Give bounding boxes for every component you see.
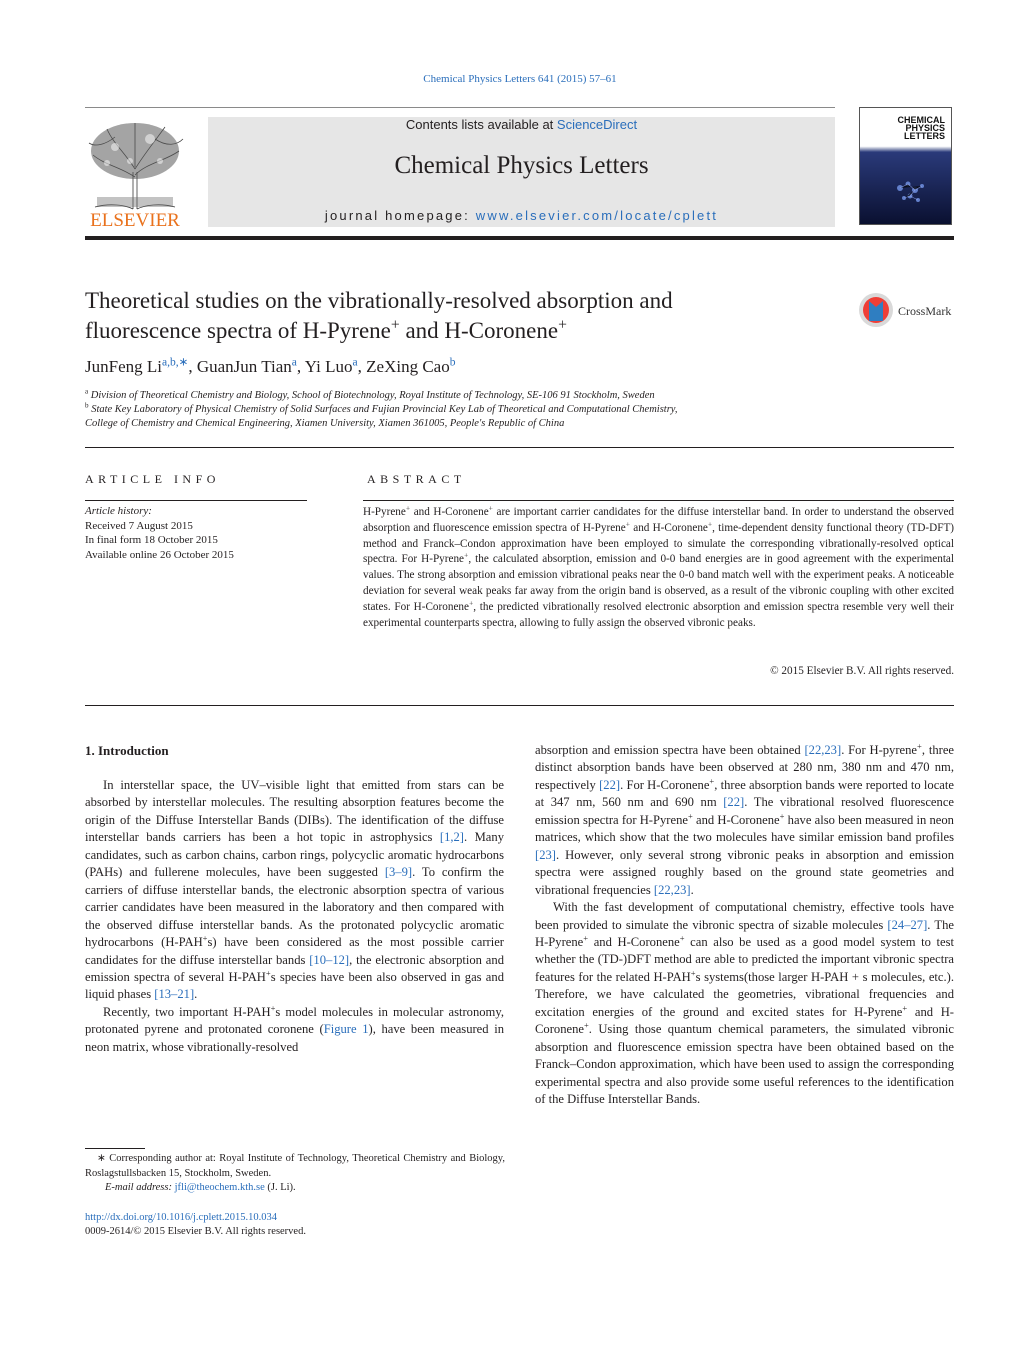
paragraph: Recently, two important H-PAH+s model molecules in molecular astronomy, protonated pyrene and protonated coronene (Figure 1), have been measured in neon matrix, whose vibrationally-resolved bbox=[85, 1002, 504, 1054]
abstract-copyright: © 2015 Elsevier B.V. All rights reserved. bbox=[770, 665, 954, 677]
crossmark-icon bbox=[858, 291, 898, 331]
abstract-heading: ABSTRACT bbox=[367, 472, 466, 486]
footnote-rule bbox=[85, 1148, 145, 1149]
citation-link[interactable]: [22,23] bbox=[804, 743, 842, 757]
author-name[interactable]: ZeXing Cao bbox=[366, 357, 450, 376]
contents-line: Contents lists available at ScienceDirect bbox=[405, 117, 638, 132]
homepage-link[interactable]: www.elsevier.com/locate/cplett bbox=[475, 208, 719, 223]
citation-link[interactable]: [23] bbox=[535, 847, 556, 862]
affiliation-b-continued: College of Chemistry and Chemical Engineering, Xiamen University, Xiamen 361005, People's Republic of China bbox=[85, 418, 565, 429]
divider bbox=[85, 447, 954, 448]
citation-link[interactable]: [22] bbox=[599, 777, 621, 792]
divider bbox=[363, 500, 954, 501]
footnote: ∗ Corresponding author at: Royal Institute of Technology, Theoretical Chemistry and Biology, Roslagstullsbacken 15, Stockholm, Sweden. E-mail address: jfli@theochem.kth.se (J. Li). bbox=[85, 1153, 505, 1194]
email-link[interactable]: jfli@theochem.kth.se bbox=[174, 1182, 265, 1194]
journal-cover-image[interactable] bbox=[859, 107, 952, 225]
author-affiliation-marker[interactable]: a bbox=[352, 355, 358, 369]
citation-link[interactable]: [1,2] bbox=[439, 830, 465, 845]
paragraph: absorption and emission spectra have been obtained [22,23]. For H-pyrene+, three distinct absorption bands have been observed at 280 nm, 380 nm and 470 nm, respectively [22]. For H-Coronene+, three absorption bands were reported to locate at 347 nm, 560 nm and 690 nm [22]. The vibrational resolved fluorescence emission spectra for H-Pyrene+ and H-Coronene+ have also been measured in neon matrices, which show that the two molecules have similar emission band profiles [23]. However, only several strong vibronic peaks in absorption and emission spectra were assigned roughly based on the ground state geometries and vibrational frequencies [22,23]. bbox=[535, 740, 954, 897]
affiliation-b: $^b$ State Key Laboratory of Physical Chemistry of Solid Surfaces and Fujian Provincial Key Lab of Theoretical and Computational Chemistry, bbox=[85, 401, 678, 415]
divider bbox=[85, 705, 954, 706]
figure-link[interactable]: Figure 1 bbox=[323, 1022, 369, 1037]
paragraph: In interstellar space, the UV–visible light that emitted from stars can be absorbed by interstellar molecules. The resulting absorption features become the origin of the Diffuse Interstellar Bands (DIBs). The identification of the diffuse interstellar bands carriers has been a hot topic in astrophysics [1,2]. Many candidates, such as carbon chains, carbon rings, polycyclic aromatic hydrocarbons (PAHs) and fullerene molecules, have been suggested [3–9]. To confirm the carriers of diffuse interstellar bands, the electronic absorption spectra of various carrier candidates have been measured in the laboratory and then compared with the observed diffuse interstellar bands. As the protonated polycyclic aromatic hydrocarbons (H-PAH+s) have been considered as the most possible carrier candidates for the diffuse interstellar bands [10–12], the electronic absorption and emission spectra of several H-PAH+s species have been also observed in gas and liquid phases [13–21]. bbox=[85, 778, 505, 1002]
author-affiliation-marker[interactable]: a bbox=[291, 355, 297, 369]
cover-molecule-graphic bbox=[860, 168, 952, 225]
author-name[interactable]: Yi Luo bbox=[304, 357, 353, 376]
journal-title: Chemical Physics Letters bbox=[394, 152, 649, 179]
citation-link[interactable]: [22] bbox=[723, 795, 745, 810]
body-column-left bbox=[85, 777, 504, 1056]
author-affiliation-marker[interactable]: a,b,∗ bbox=[161, 355, 189, 369]
body-column-right bbox=[535, 742, 954, 1109]
issn-copyright: 0009-2614/© 2015 Elsevier B.V. All rights reserved. bbox=[85, 1226, 306, 1237]
citation-link[interactable]: [13–21] bbox=[154, 987, 195, 1002]
cover-title: CHEMICAL PHYSICS LETTERS bbox=[897, 115, 945, 141]
sciencedirect-link[interactable]: ScienceDirect bbox=[556, 117, 638, 132]
citation-link[interactable]: [10–12] bbox=[309, 952, 350, 967]
author-name[interactable]: GuanJun Tian bbox=[196, 357, 292, 376]
abstract-text: H-Pyrene+ and H-Coronene+ are important carrier candidates for the diffuse interstellar band. In order to understand the observed absorption and fluorescence emission spectra of H-Pyrene+ and H-Coronene+, time-dependent density functional theory (TD-DFT) method and Franck–Condon approximation have been employed to simulate the corresponding vibrationally-resolved optical spectra. For H-Pyrene+, the calculated absorption, emission and 0-0 band energies are in good agreement with the experimental values. The strong absorption and emission vibrational peaks near the 0-0 band match well with the experiment peaks. A noticeable deviation for several weak peaks far away from the origin band is observed, as a result of the vibronic coupling with other excited states. For H-Coronene+, the predicted vibrationally resolved electronic absorption and emission spectra resemble very well their experimental counterparts spectra, allowing to fully assign the observed vibronic peaks. bbox=[363, 503, 955, 629]
author-list: JunFeng $Li^{a,b,∗}$, GuanJun Tian$^a$, Yi Luo$^a$, ZeXing Cao$^b$ bbox=[85, 355, 456, 376]
header-rule-thick bbox=[85, 236, 954, 240]
affiliation-a: $^a$ Division of Theoretical Chemistry and Biology, School of Biotechnology, Royal Institute of Technology, SE-106 91 Stockholm, Sweden bbox=[85, 387, 655, 401]
citation-link[interactable]: [3–9] bbox=[384, 865, 413, 880]
citation-link[interactable]: [22,23] bbox=[653, 882, 691, 897]
journal-homepage: journal homepage: www.elsevier.com/locate/cplett bbox=[324, 208, 719, 223]
divider bbox=[85, 500, 307, 501]
article-info-heading: ARTICLE INFO bbox=[85, 472, 220, 486]
crossmark-label: CrossMark bbox=[898, 304, 952, 318]
crossmark-badge[interactable] bbox=[858, 291, 958, 331]
citation-link[interactable]: [24–27] bbox=[887, 917, 928, 932]
elsevier-tree-logo bbox=[85, 117, 185, 229]
doi-link[interactable]: http://dx.doi.org/10.1016/j.cplett.2015.10.034 bbox=[85, 1212, 278, 1223]
header-rule bbox=[85, 107, 835, 108]
author-affiliation-marker[interactable]: b bbox=[449, 355, 456, 369]
journal-citation[interactable]: Chemical Physics Letters 641 (2015) 57–61 bbox=[423, 73, 617, 85]
section-heading-introduction: 1. Introduction bbox=[85, 743, 169, 758]
svg-text:ELSEVIER: ELSEVIER bbox=[90, 210, 180, 229]
author-name[interactable]: JunFeng Li bbox=[85, 357, 162, 376]
article-history: Article history: Received 7 August 2015 In final form 18 October 2015 Available online 26 October 2015 bbox=[85, 505, 234, 562]
article-title: Theoretical studies on the vibrationally-resolved absorption and fluorescence spectra of H-Pyrene+ and H-Coronene+ bbox=[85, 288, 673, 343]
paragraph: With the fast development of computational chemistry, effective tools have been provided to simulate the vibronic spectra of sizable molecules [24–27]. The H-Pyrene+ and H-Coronene+ can also be used as a good model system to test whether the (TD-)DFT method are able to predicted the important vibronic spectra features for the related H-PAH+s systems(those larger H-PAH + s molecules, etc.). Therefore, we have calculated the geometries, vibrational frequencies and excitation energies of the ground and excited states for H-Pyrene+ and H-Coronene+. Using those quantum chemical parameters, the simulated vibronic absorption and fluorescence emission spectra have been obtained based on the Franck–Condon approximation, which have been used to assign the corresponding experimental spectra and also provide some useful references to the identification of the Diffuse Interstellar Bands. bbox=[535, 900, 954, 1107]
